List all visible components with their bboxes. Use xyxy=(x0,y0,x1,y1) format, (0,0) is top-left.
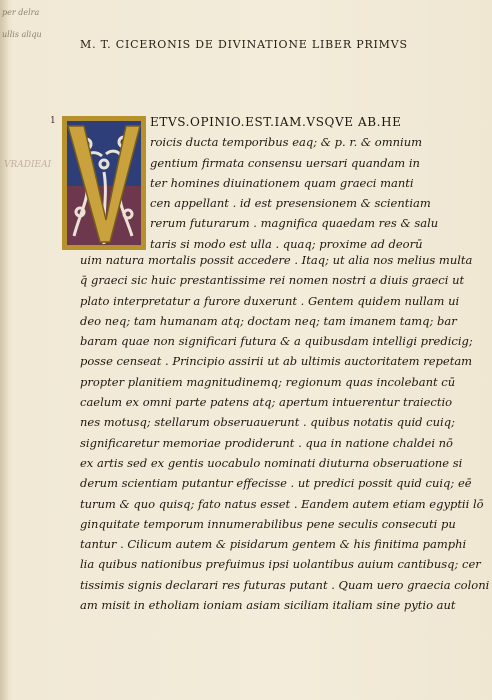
text-line: propter planitiem magnitudinemq; regionum quas incolebant cū xyxy=(80,374,456,389)
text-line: lia quibus nationibus prefuimus ipsi uolantibus auium cantibusq; cer xyxy=(80,557,481,572)
text-line: significaretur memoriae prodiderunt . qua in natione chaldei nō xyxy=(80,435,453,450)
text-line: roicis ducta temporibus eaq; & p. r. & omnium xyxy=(150,135,423,150)
text-beside-initial xyxy=(150,112,440,254)
text-line: am misit in etholiam ioniam asiam siciliam italiam sine pytio aut xyxy=(80,598,456,613)
text-line: posse censeat . Principio assirii ut ab ultimis auctoritatem repetam xyxy=(80,354,473,369)
text-line: gentium firmata consensu uersari quandam in xyxy=(150,155,420,170)
text-line: nes motusq; stellarum obseruauerunt . quibus notatis quid cuiq; xyxy=(80,415,455,430)
text-line: deo neq; tam humanam atq; doctam neq; tam imanem tamq; bar xyxy=(80,313,457,328)
illuminated-initial-v xyxy=(62,116,146,250)
text-line: derum scientiam putantur effecisse . ut predici possit quid cuiq; eē xyxy=(80,476,472,491)
incipit-line: ETVS.OPINIO.EST.IAM.VSQVE AB.HE xyxy=(150,115,402,129)
text-full-width xyxy=(80,250,490,615)
text-line: ex artis sed ex gentis uocabulo nominati diuturna obseruatione si xyxy=(80,455,463,470)
page-fold-shadow xyxy=(0,0,8,700)
text-line: q̄ graeci sic huic prestantissime rei nomen nostri a diuis graeci ut xyxy=(80,273,465,288)
line-number: 1 xyxy=(50,116,56,126)
text-line: turum & quo quisq; fato natus esset . Eandem autem etiam egyptii lō xyxy=(80,496,484,511)
margin-note-top: per delra xyxy=(2,8,40,17)
text-line: baram quae non significari futura & a quibusdam intelligi predicig; xyxy=(80,334,473,349)
text-line: tantur . Cilicum autem & pisidarum gentem & his finitima pamphi xyxy=(80,537,467,552)
text-line: cen appellant . id est presensionem & scientiam xyxy=(150,196,431,211)
text-line: rerum futurarum . magnifica quaedam res & salu xyxy=(150,216,439,231)
text-line: ter homines diuinationem quam graeci manti xyxy=(150,175,414,190)
margin-note-faded: VRADIEAI xyxy=(4,160,52,170)
text-line: caelum ex omni parte patens atq; apertum intuerentur traiectio xyxy=(80,395,453,410)
text-line: tissimis signis declarari res futuras putant . Quam uero graecia coloni xyxy=(80,577,490,592)
text-line: taris si modo est ulla . quaq; proxime ad deorū xyxy=(150,236,423,251)
running-head: M. T. CICERONIS DE DIVINATIONE LIBER PRIMVS xyxy=(80,38,408,51)
text-line: uim natura mortalis possit accedere . Itaq; ut alia nos melius multa xyxy=(80,253,473,267)
margin-note-second: ullis aliqu xyxy=(2,30,42,39)
text-line: ginquitate temporum innumerabilibus pene seculis consecuti pu xyxy=(80,516,456,531)
text-line: plato interpretatur a furore duxerunt . Gentem quidem nullam ui xyxy=(80,293,460,308)
